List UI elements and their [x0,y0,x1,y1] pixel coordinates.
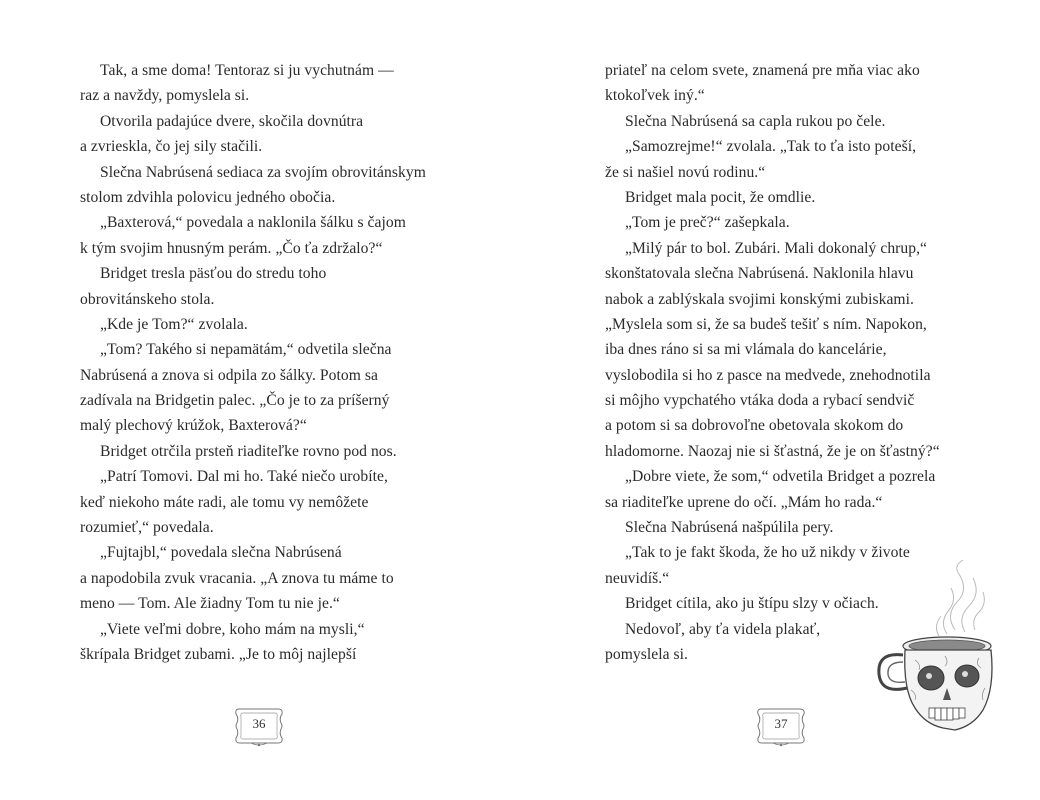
text-line: rozumieť,“ povedala. [80,519,214,537]
text-line: a potom si sa dobrovoľne obetovala skokom do [605,417,904,435]
text-line: priateľ na celom svete, znamená pre mňa viac ako [605,62,920,79]
page-number: 36 [252,716,266,731]
text-line: raz a navždy, pomyslela si. [80,87,250,105]
text-line: obrovitánskeho stola. [80,290,215,308]
left-page-text [80,58,460,667]
text-line: vyslobodila si ho z pasce na medvede, znehodnotila [605,366,931,384]
text-line: Slečna Nabrúsená sediaca za svojím obrovitánskym [100,163,426,181]
text-line: Slečna Nabrúsená sa capla rukou po čele. [625,112,886,130]
text-line: „Myslela som si, že sa budeš tešiť s ním. Napokon, [605,315,927,333]
text-line: „Tom? Takého si nepamätám,“ odvetila slečna [100,341,392,359]
text-line: Otvorila padajúce dvere, skočila dovnútra [100,112,364,130]
text-line: stolom zdvihla polovicu jedného obočia. [80,188,336,206]
text-line: si môjho vypchatého vtáka doda a rybací sendvič [605,392,915,410]
text-line: keď niekoho máte radi, ale tomu vy nemôžete [80,493,369,511]
text-line: „Viete veľmi dobre, koho mám na mysli,“ [100,620,365,638]
text-line: Tak, a sme doma! Tentoraz si ju vychutnám — [100,62,394,79]
page-number-badge [231,705,287,747]
text-line: škrípala Bridget zubami. „Je to môj najlepší [80,645,357,663]
right-page [520,0,1040,800]
text-line: „Patrí Tomovi. Dal mi ho. Také niečo urobíte, [100,468,388,486]
text-line: iba dnes ráno si sa mi vlámala do kancelárie, [605,341,887,359]
page-number-badge [753,705,809,747]
text-line: neuvidíš.“ [605,569,670,587]
text-line: Bridget cítila, ako ju štípu slzy v očiach. [625,595,879,613]
text-line: zadívala na Bridgetin palec. „Čo je to za príšerný [80,392,390,410]
text-line: „Milý pár to bol. Zubári. Mali dokonalý chrup,“ [625,239,928,257]
skull-teacup-illustration [855,560,1015,740]
text-line: Nedovoľ, aby ťa videla plakať, [625,620,821,638]
text-line: k tým svojim hnusným perám. „Čo ťa zdržalo?“ [80,239,383,257]
text-line: skonštatovala slečna Nabrúsená. Naklonila hlavu [605,265,914,283]
text-line: „Fujtajbl,“ povedala slečna Nabrúsená [100,544,342,562]
text-line: Slečna Nabrúsená našpúlila pery. [625,519,834,537]
text-line: sa riaditeľke uprene do očí. „Mám ho rada.“ [605,493,883,511]
text-line: nabok a zablýskala svojimi konskými zubiskami. [605,290,914,308]
text-line: „Tom je preč?“ zašepkala. [625,214,790,232]
text-line: malý plechový krúžok, Baxterová?“ [80,417,307,435]
text-line: „Dobre viete, že som,“ odvetila Bridget a pozrela [625,468,936,486]
text-line: a zvrieskla, čo jej sily stačili. [80,138,263,156]
text-line: „Kde je Tom?“ zvolala. [100,315,248,333]
text-line: ktokoľvek iný.“ [605,87,705,105]
text-line: Nabrúsená a znova si odpila zo šálky. Potom sa [80,366,378,384]
text-line: „Baxterová,“ povedala a naklonila šálku s čajom [100,214,406,232]
text-line: „Samozrejme!“ zvolala. „Tak to ťa isto poteší, [625,138,917,156]
text-line: „Tak to je fakt škoda, že ho už nikdy v živote [625,544,910,562]
text-line: meno — Tom. Ale žiadny Tom tu nie je.“ [80,595,340,613]
text-line: Bridget tresla päsťou do stredu toho [100,265,327,283]
text-line: pomyslela si. [605,645,688,663]
text-line: že si našiel novú rodinu.“ [605,163,766,181]
text-line: hladomorne. Naozaj nie si šťastná, že je on šťastný?“ [605,442,940,460]
page-number: 37 [774,716,788,731]
text-line: a napodobila zvuk vracania. „A znova tu máme to [80,569,394,587]
text-line: Bridget mala pocit, že omdlie. [625,188,816,206]
text-line: Bridget otrčila prsteň riaditeľke rovno pod nos. [100,442,397,460]
